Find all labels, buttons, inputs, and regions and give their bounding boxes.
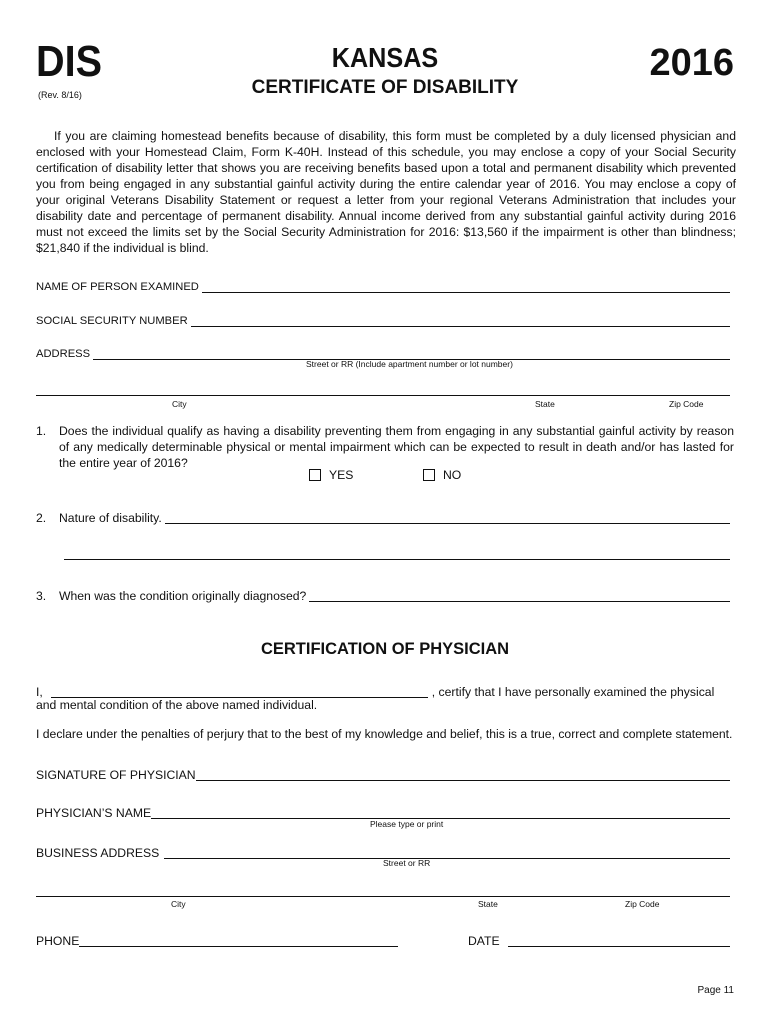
physician-name-label: PHYSICIAN’S NAME [36, 806, 152, 820]
business-state-caption: State [478, 899, 498, 909]
business-city-caption: City [171, 899, 186, 909]
question-1 [36, 423, 734, 471]
certify-suffix: , certify that I have personally examined the physical [431, 685, 715, 699]
section-title: CERTIFICATION OF PHYSICIAN [260, 640, 510, 658]
zip-caption: Zip Code [669, 399, 704, 409]
city-state-zip-line[interactable] [36, 395, 730, 396]
business-street-caption: Street or RR [383, 858, 431, 868]
signature-line[interactable] [196, 768, 730, 781]
business-zip-caption: Zip Code [625, 899, 660, 909]
date-field[interactable] [468, 931, 730, 947]
form-code: DIS [36, 37, 103, 86]
yes-label: YES [329, 468, 354, 482]
business-city-state-zip-line[interactable] [36, 896, 730, 897]
phone-line[interactable] [79, 934, 398, 947]
yes-checkbox[interactable] [309, 468, 353, 482]
ssn-label: SOCIAL SECURITY NUMBER [36, 315, 188, 327]
no-checkbox-box[interactable] [423, 469, 435, 481]
physician-name-field[interactable] [36, 803, 730, 819]
date-line[interactable] [508, 934, 730, 947]
question-3-number: 3. [36, 589, 47, 603]
declaration-text: I declare under the penalties of perjury that to the best of my knowledge and belief, this is a true, correct and complete statement. [36, 727, 733, 741]
question-2-label: Nature of disability. [59, 511, 162, 525]
question-1-number: 1. [36, 424, 47, 438]
no-checkbox[interactable] [423, 468, 461, 482]
print-caption: Please type or print [370, 819, 444, 829]
signature-label: SIGNATURE OF PHYSICIAN [36, 768, 196, 782]
question-3-field[interactable] [36, 586, 730, 602]
business-address-field[interactable] [36, 843, 730, 859]
form-title: CERTIFICATE OF DISABILITY [251, 77, 519, 98]
disability-nature-line[interactable] [165, 511, 730, 524]
instructions-paragraph: If you are claiming homestead benefits because of disability, this form must be completed by a duly licensed physician and enclosed with your Homestead Claim, Form K-40H. Instead of this schedule, you may enclose a copy of your Social Security certification of disability letter that shows you are receiving benefits based upon a total and permanent disability which prevented you from being engaged in any substantial gainful activity during the entire calendar year of 2016. You may enclose a copy of your original Veterans Disability Statement or request a letter from your regional Veterans Administration that includes your disability date and percentage of permanent disability. Annual income derived from any substantial gainful activity during 2016 must not exceed the limits set by the Social Security Administration for 2016: $13,560 if the impairment is other than blindness; $21,840 if the individual is blind. [36, 129, 736, 255]
street-caption: Street or RR (Include apartment number or lot number) [306, 359, 513, 369]
certify-field[interactable] [36, 682, 734, 698]
address-field[interactable] [36, 344, 730, 360]
question-2-number: 2. [36, 511, 47, 525]
yes-checkbox-box[interactable] [309, 469, 321, 481]
ssn-line[interactable] [191, 314, 730, 327]
certify-line-2: and mental condition of the above named individual. [36, 698, 318, 712]
business-address-label: BUSINESS ADDRESS [36, 846, 160, 860]
physician-name-line[interactable] [151, 806, 730, 819]
signature-field[interactable] [36, 765, 730, 781]
city-caption: City [172, 399, 187, 409]
page-number: Page 11 [697, 985, 734, 996]
certify-prefix: I, [36, 685, 43, 699]
revision-label: (Rev. 8/16) [38, 90, 82, 100]
form-year: 2016 [649, 42, 734, 84]
question-3-label: When was the condition originally diagnosed? [59, 589, 307, 603]
person-name-field[interactable] [36, 277, 730, 293]
phone-field[interactable] [36, 931, 398, 947]
phone-label: PHONE [36, 934, 80, 948]
question-2-field[interactable] [36, 508, 730, 524]
person-name-label: NAME OF PERSON EXAMINED [36, 281, 199, 293]
state-title: KANSAS [331, 42, 439, 73]
no-label: NO [443, 468, 462, 482]
question-1-text: Does the individual qualify as having a disability preventing them from engaging in any substantial gainful activity by reason of any medically determinable physical or mental impairment which can be expected to result in death and/or has lasted for the entire year of 2016? [59, 424, 734, 470]
disability-nature-line-2[interactable] [64, 559, 730, 560]
diagnosis-date-line[interactable] [309, 589, 730, 602]
business-address-line[interactable] [164, 846, 730, 859]
date-label: DATE [468, 934, 500, 948]
ssn-field[interactable] [36, 311, 730, 327]
state-caption: State [535, 399, 555, 409]
address-label: ADDRESS [36, 348, 91, 360]
person-name-line[interactable] [202, 280, 730, 293]
